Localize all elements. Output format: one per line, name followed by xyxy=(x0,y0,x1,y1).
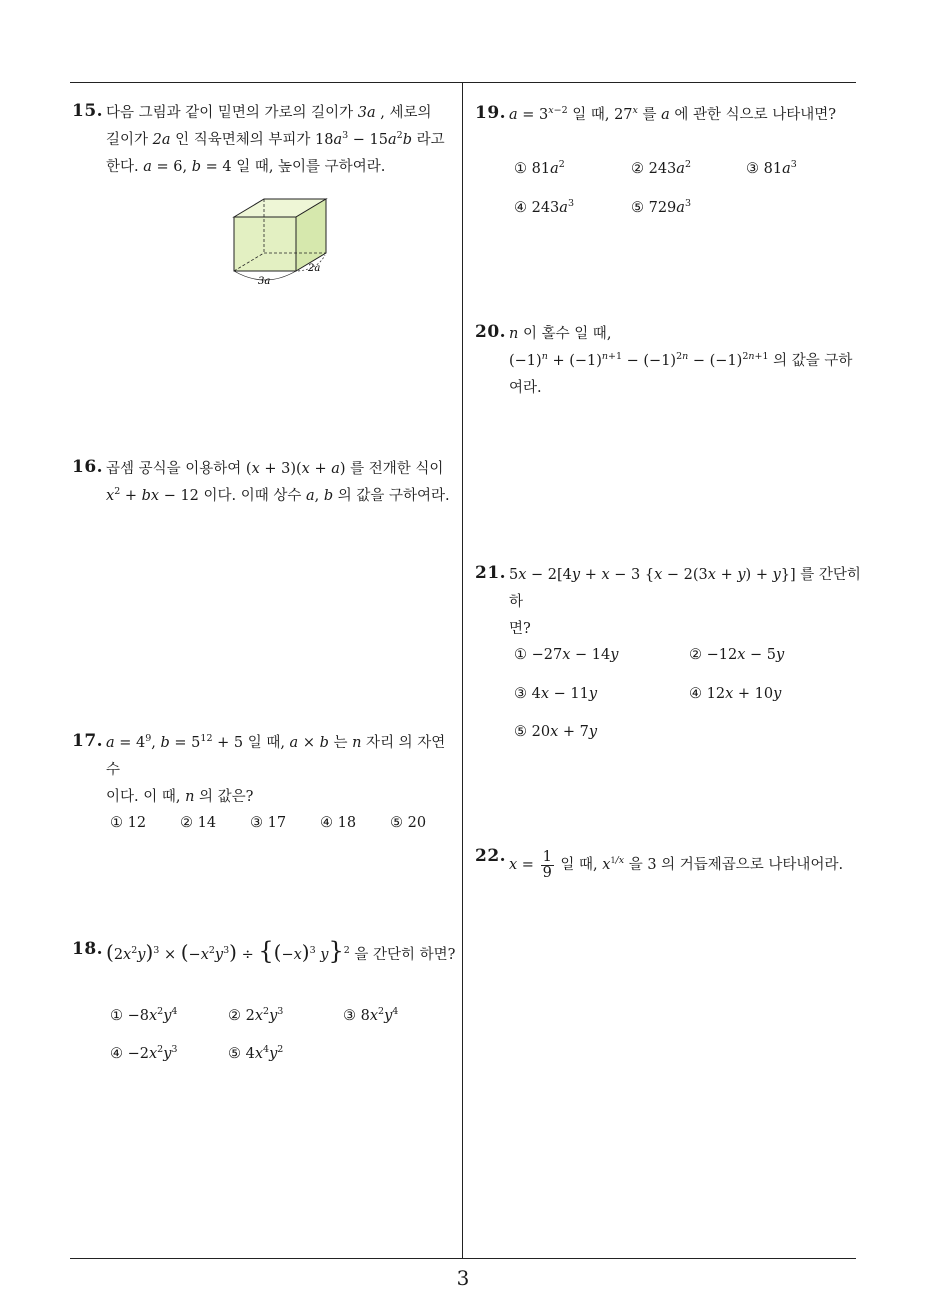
question-19-number: 19. xyxy=(475,103,507,123)
q17-option-5[interactable]: ⑤ 20 xyxy=(390,815,427,831)
question-16: 곱셈 공식을 이용하여 (x + 3)(x + a) 를 전개한 식이 $x^2$ + bx − 12 이다. 이때 상수 a, b 의 값을 구하여라. xyxy=(106,461,450,504)
q17-option-2[interactable]: ② 14 xyxy=(180,815,217,831)
question-21-number: 21. xyxy=(475,563,507,583)
q17-option-1[interactable]: ① 12 xyxy=(110,815,147,831)
question-20: n 이 홀수 일 때, $(-1)^n + (-1)^{n+1} - (-1)^{2n} - (-1)^{2n+1}$ 의 값을 구하 여라. xyxy=(509,326,853,396)
bottom-rule xyxy=(70,1258,856,1259)
q21-option-1[interactable]: ① −27x − 14y xyxy=(514,647,619,663)
question-22-number: 22. xyxy=(475,846,507,866)
q19-option-3[interactable]: ③ $81a^3$ xyxy=(746,159,797,177)
question-21: 5x − 2[4y + x − 3 {x − 2(3x + y) + y}] 를 간단히 하 면? xyxy=(509,567,861,637)
label-depth-2a: 2a xyxy=(308,263,321,274)
q21-option-2[interactable]: ② −12x − 5y xyxy=(689,647,785,663)
question-19: $a = 3^{x-2}$ 일 때, 27$^x$ 를 a 에 관한 식으로 나타내면? xyxy=(509,105,837,123)
page-number: 3 xyxy=(456,1266,470,1290)
column-divider xyxy=(462,83,463,1259)
q19-option-1[interactable]: ① $81a^2$ xyxy=(514,159,565,177)
q21-option-4[interactable]: ④ 12x + 10y xyxy=(689,686,782,702)
question-22: x = $\frac{1}{9}$ 일 때, $x^{1/x}$ 을 3 의 거듭제곱으로 나타내어라. xyxy=(509,848,844,881)
q18-option-5[interactable]: ⑤ $4x^4y^2$ xyxy=(228,1044,284,1062)
question-17: $a = 4^9$, $b = 5^{12} + 5$ 일 때, a × b 는 n 자리 의 자연수 이다. 이 때, n 의 값은? xyxy=(106,733,446,805)
q17-option-4[interactable]: ④ 18 xyxy=(320,815,357,831)
question-17-number: 17. xyxy=(72,731,104,751)
question-18-number: 18. xyxy=(72,939,104,959)
q19-option-4[interactable]: ④ $243a^3$ xyxy=(514,198,574,216)
q18-option-2[interactable]: ② $2x^2y^3$ xyxy=(228,1006,284,1024)
label-width-3a: 3a xyxy=(258,276,271,287)
question-20-number: 20. xyxy=(475,322,507,342)
question-15-number: 15. xyxy=(72,101,104,121)
question-15: 다음 그림과 같이 밑면의 가로의 길이가 3a , 세로의 길이가 2a 인 직육면체의 부피가 $18a^3 - 15a^2b$ 라고 한다. a = 6, b = 4 일 때, 높이를 구하여라. xyxy=(106,105,445,175)
q18-option-4[interactable]: ④ $-2x^2y^3$ xyxy=(110,1044,178,1062)
question-16-number: 16. xyxy=(72,457,104,477)
q21-option-3[interactable]: ③ 4x − 11y xyxy=(514,686,598,702)
q19-option-5[interactable]: ⑤ $729a^3$ xyxy=(631,198,691,216)
top-rule xyxy=(70,82,856,83)
q18-option-3[interactable]: ③ $8x^2y^4$ xyxy=(343,1006,399,1024)
question-18: $(2x^2y)^3 \times (-x^2y^3) \div \{(-x)^3$ y}$^2$ 을 간단히 하면? xyxy=(106,937,456,965)
q19-option-2[interactable]: ② $243a^2$ xyxy=(631,159,691,177)
cuboid-figure xyxy=(228,195,332,287)
q17-option-3[interactable]: ③ 17 xyxy=(250,815,287,831)
q21-option-5[interactable]: ⑤ 20x + 7y xyxy=(514,724,598,740)
q18-option-1[interactable]: ① $-8x^2y^4$ xyxy=(110,1006,178,1024)
